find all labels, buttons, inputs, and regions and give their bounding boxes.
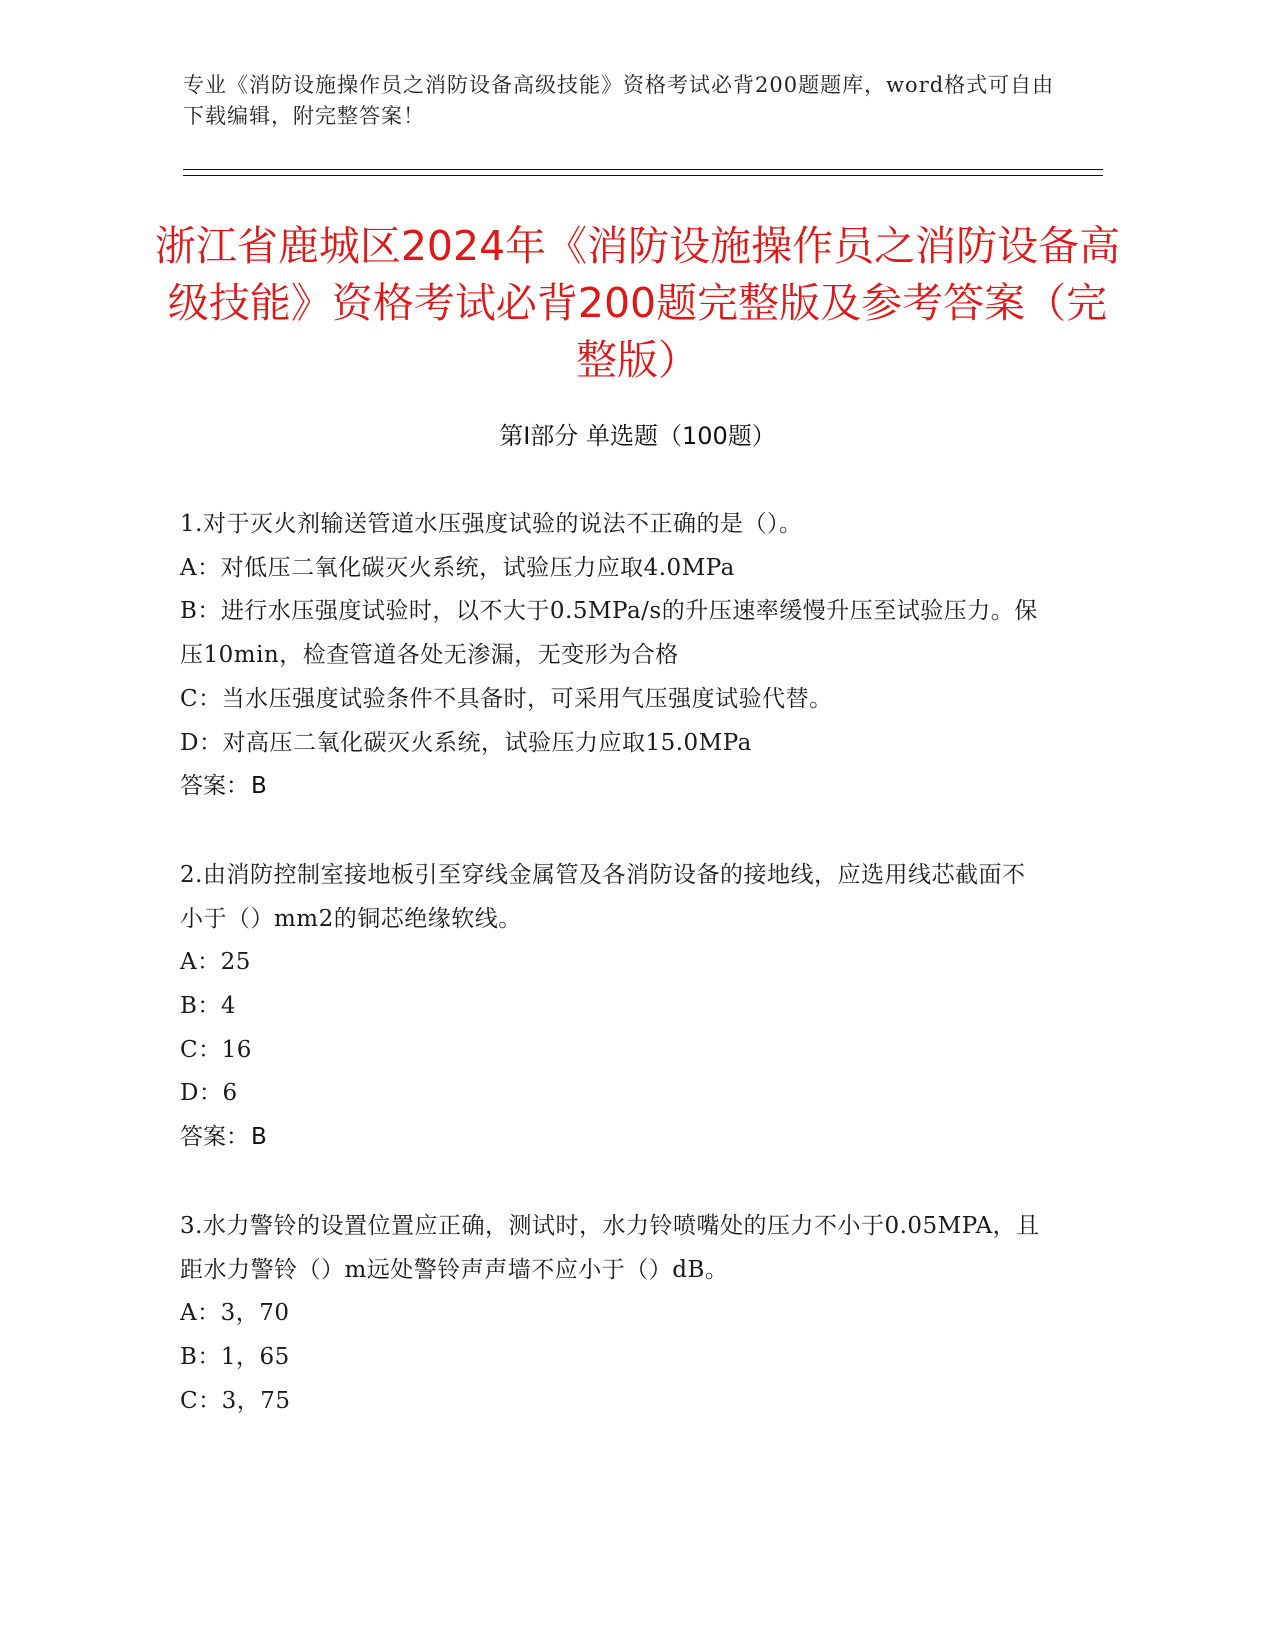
option-d: D：6 bbox=[180, 1080, 238, 1107]
answer-label: 答案： bbox=[180, 1124, 249, 1151]
option-d: D：对高压二氧化碳灭火系统，试验压力应取15.0MPa bbox=[180, 729, 752, 756]
option-a: A：25 bbox=[180, 949, 251, 976]
option-a: A：3，70 bbox=[180, 1300, 290, 1327]
header-note: 专业《消防设施操作员之消防设备高级技能》资格考试必背200题题库，word格式可自由下载编辑，附完整答案！ bbox=[183, 73, 1055, 128]
document-title: 浙江省鹿城区2024年《消防设施操作员之消防设备高级技能》资格考试必背200题完整版及参考答案（完整版） bbox=[154, 222, 1121, 384]
question-1 bbox=[180, 503, 1040, 809]
answer-line bbox=[180, 765, 1040, 809]
option-c: C：3，75 bbox=[180, 1387, 291, 1414]
answer-value: B bbox=[251, 1124, 267, 1151]
header-divider-bottom bbox=[183, 175, 1103, 176]
section-heading: 第Ⅰ部分 单选题（100题） bbox=[499, 422, 776, 450]
option-b: B：进行水压强度试验时，以不大于0.5MPa/s的升压速率缓慢升压至试验压力。保压10min，检查管道各处无渗漏，无变形为合格 bbox=[180, 598, 1038, 669]
answer-line bbox=[180, 1116, 1040, 1160]
question-3 bbox=[180, 1205, 1040, 1424]
option-c: C：16 bbox=[180, 1036, 252, 1063]
question-stem: 2.由消防控制室接地板引至穿线金属管及各消防设备的接地线，应选用线芯截面不小于（）mm2的铜芯绝缘软线。 bbox=[180, 861, 1026, 932]
header-divider-top bbox=[183, 169, 1103, 170]
option-b: B：1，65 bbox=[180, 1343, 290, 1370]
answer-label: 答案： bbox=[180, 773, 249, 800]
question-stem: 1.对于灭火剂输送管道水压强度试验的说法不正确的是（）。 bbox=[180, 511, 803, 537]
question-2 bbox=[180, 854, 1040, 1160]
option-a: A：对低压二氧化碳灭火系统，试验压力应取4.0MPa bbox=[180, 554, 735, 581]
question-stem: 3.水力警铃的设置位置应正确，测试时，水力铃喷嘴处的压力不小于0.05MPA，且距水力警铃（）m远处警铃声声墙不应小于（）dB。 bbox=[180, 1212, 1040, 1283]
option-b: B：4 bbox=[180, 993, 237, 1020]
option-c: C：当水压强度试验条件不具备时，可采用气压强度试验代替。 bbox=[180, 685, 833, 712]
question-list bbox=[180, 503, 1040, 1468]
answer-value: B bbox=[251, 773, 267, 800]
